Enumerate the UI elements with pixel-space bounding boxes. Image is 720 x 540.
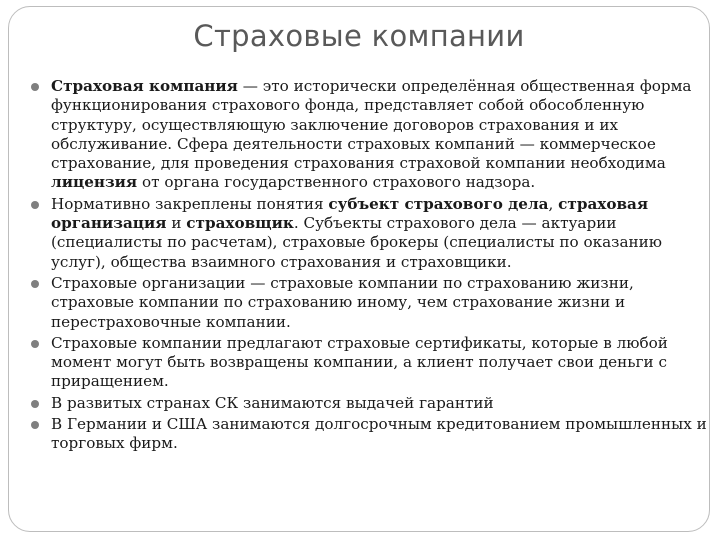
bullet-dot-icon [31, 83, 39, 91]
bullet-text-segment: Страховые компании предлагают страховые сертификаты, которые в любой момент могут быть возвращены компании, а клиент получает свои деньги с приращением. [51, 333, 668, 391]
slide-frame [8, 6, 710, 532]
bullet-text-segment: . Субъекты страхового дела — актуарии (специалисты по расчетам), страховые брокеры (специалисты по оказанию услуг), общества взаимного страхования и страховщики. [51, 214, 662, 271]
bullet-text-segment: субъект страхового дела [328, 194, 549, 213]
bullet-item [31, 394, 707, 413]
bullet-dot-icon [31, 400, 39, 408]
bullet-text-segment: В Германии и США занимаются долгосрочным кредитованием промышленных и торговых фирм. [51, 415, 707, 453]
bullet-text-segment: Страховые организации — страховые компании по страхованию жизни, страховые компании по страхованию иному, чем страхование жизни и перестраховочные компании. [51, 273, 634, 331]
slide-title: Страховые компании [193, 19, 525, 53]
bullet-text-segment: В развитых странах СК занимаются выдачей гарантий [51, 393, 494, 412]
bullet-item [31, 415, 707, 454]
bullet-text-segment: — это исторически определённая общественная форма функционирования страхового фонда, представляет собой обособленную структуру, осуществляющую заключение договоров страхования и их обслуживание. Сфера деятельности страховых компаний — коммерческое страхование, для проведения страхования страховой компании необходима [51, 77, 692, 173]
bullet-item [31, 195, 707, 272]
bullet-dot-icon [31, 201, 39, 209]
bullet-text-segment: и [166, 214, 187, 233]
bullet-text-segment: от органа государственного страхового надзора. [137, 173, 536, 192]
bullet-text-segment: Страховая компания [51, 77, 238, 95]
bullet-text-segment: страховая организация [51, 194, 649, 233]
bullet-dot-icon [31, 421, 39, 429]
bullet-item [31, 334, 707, 392]
bullet-list [31, 77, 707, 456]
bullet-text-segment: страховщик [186, 214, 294, 233]
bullet-dot-icon [31, 280, 39, 288]
bullet-item [31, 77, 707, 193]
bullet-item [31, 274, 707, 332]
bullet-text-segment: лицензия [51, 173, 138, 192]
bullet-text-segment: , [548, 194, 559, 213]
bullet-text-segment: Нормативно закреплены понятия [51, 194, 329, 213]
bullet-dot-icon [31, 340, 39, 348]
